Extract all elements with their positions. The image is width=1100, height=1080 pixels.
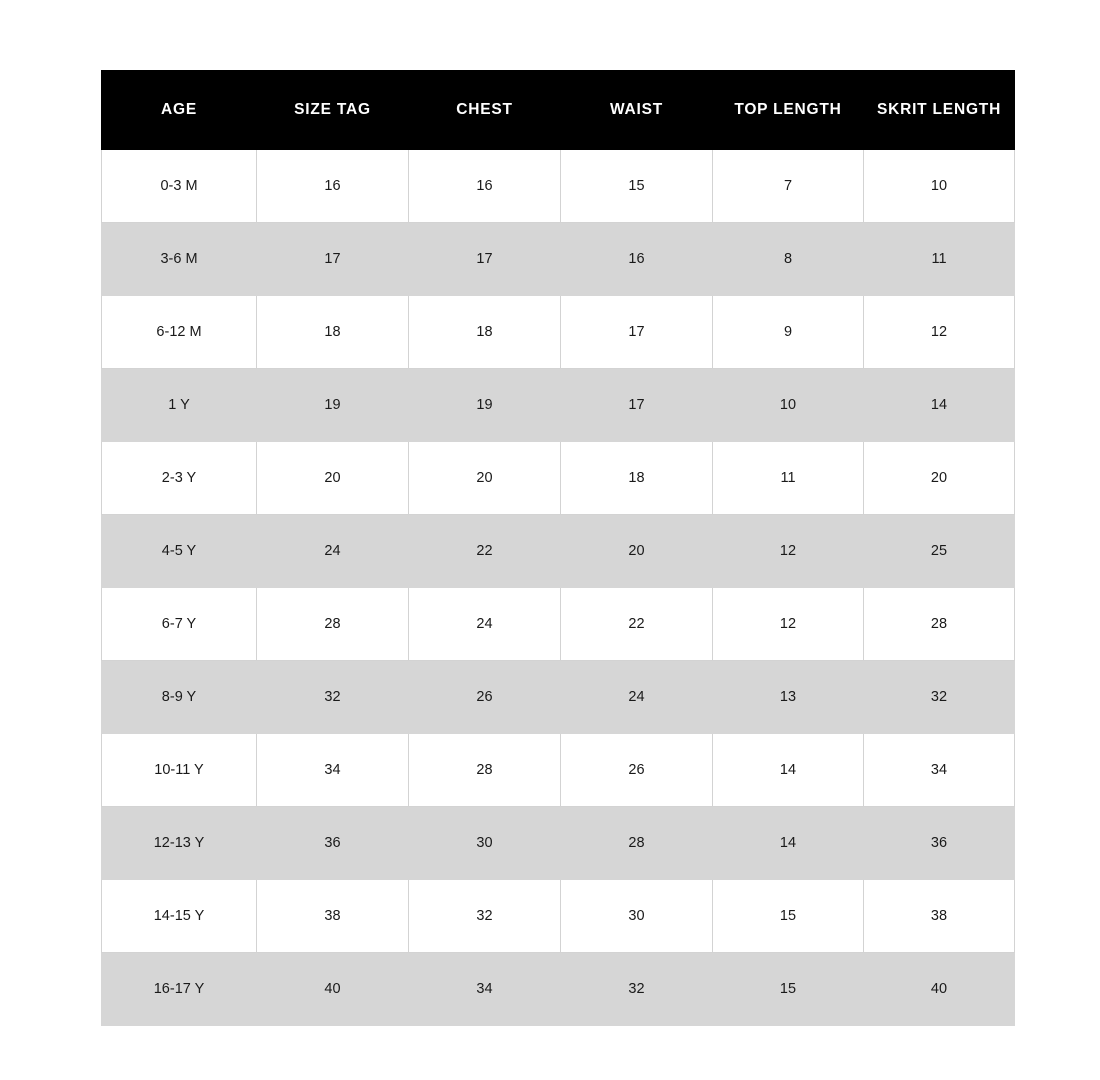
table-row [102, 807, 1015, 880]
cell-size-tag: 20 [257, 442, 409, 515]
cell-waist: 18 [561, 442, 713, 515]
cell-chest: 28 [409, 734, 561, 807]
cell-age: 10-11 Y [102, 734, 257, 807]
cell-skirt-length: 38 [864, 880, 1015, 953]
cell-skirt-length: 40 [864, 953, 1015, 1026]
table-row [102, 515, 1015, 588]
cell-chest: 24 [409, 588, 561, 661]
cell-chest: 17 [409, 223, 561, 296]
cell-size-tag: 34 [257, 734, 409, 807]
cell-skirt-length: 36 [864, 807, 1015, 880]
cell-size-tag: 38 [257, 880, 409, 953]
cell-age: 4-5 Y [102, 515, 257, 588]
column-header-age: AGE [102, 71, 257, 150]
cell-top-length: 12 [713, 588, 864, 661]
cell-skirt-length: 14 [864, 369, 1015, 442]
table-row [102, 953, 1015, 1026]
cell-chest: 19 [409, 369, 561, 442]
cell-top-length: 13 [713, 661, 864, 734]
cell-top-length: 10 [713, 369, 864, 442]
cell-age: 6-12 M [102, 296, 257, 369]
cell-chest: 16 [409, 150, 561, 223]
cell-skirt-length: 34 [864, 734, 1015, 807]
table-row [102, 880, 1015, 953]
header-row [102, 71, 1015, 150]
cell-chest: 30 [409, 807, 561, 880]
column-header-top-length: TOP LENGTH [713, 71, 864, 150]
table-row [102, 588, 1015, 661]
cell-top-length: 14 [713, 734, 864, 807]
column-header-waist: WAIST [561, 71, 713, 150]
cell-age: 0-3 M [102, 150, 257, 223]
cell-waist: 15 [561, 150, 713, 223]
cell-top-length: 9 [713, 296, 864, 369]
table-row [102, 223, 1015, 296]
table-row [102, 442, 1015, 515]
cell-skirt-length: 20 [864, 442, 1015, 515]
cell-waist: 16 [561, 223, 713, 296]
cell-size-tag: 24 [257, 515, 409, 588]
cell-size-tag: 28 [257, 588, 409, 661]
cell-skirt-length: 12 [864, 296, 1015, 369]
cell-waist: 24 [561, 661, 713, 734]
cell-skirt-length: 11 [864, 223, 1015, 296]
cell-top-length: 7 [713, 150, 864, 223]
cell-waist: 28 [561, 807, 713, 880]
cell-age: 1 Y [102, 369, 257, 442]
table-row [102, 296, 1015, 369]
table-row [102, 661, 1015, 734]
cell-size-tag: 17 [257, 223, 409, 296]
table-header [102, 71, 1015, 150]
column-header-chest: CHEST [409, 71, 561, 150]
cell-skirt-length: 28 [864, 588, 1015, 661]
table-row [102, 150, 1015, 223]
cell-age: 16-17 Y [102, 953, 257, 1026]
cell-age: 14-15 Y [102, 880, 257, 953]
cell-waist: 30 [561, 880, 713, 953]
cell-chest: 34 [409, 953, 561, 1026]
cell-top-length: 15 [713, 953, 864, 1026]
cell-skirt-length: 32 [864, 661, 1015, 734]
cell-waist: 20 [561, 515, 713, 588]
column-header-size-tag: SIZE TAG [257, 71, 409, 150]
cell-top-length: 14 [713, 807, 864, 880]
cell-top-length: 12 [713, 515, 864, 588]
cell-waist: 17 [561, 369, 713, 442]
cell-size-tag: 18 [257, 296, 409, 369]
cell-age: 2-3 Y [102, 442, 257, 515]
cell-chest: 18 [409, 296, 561, 369]
cell-top-length: 8 [713, 223, 864, 296]
table-row [102, 369, 1015, 442]
cell-age: 12-13 Y [102, 807, 257, 880]
cell-waist: 22 [561, 588, 713, 661]
cell-top-length: 11 [713, 442, 864, 515]
column-header-skirt-length: SKRIT LENGTH [864, 71, 1015, 150]
cell-age: 6-7 Y [102, 588, 257, 661]
cell-waist: 26 [561, 734, 713, 807]
size-chart-table [101, 70, 1015, 1026]
cell-chest: 32 [409, 880, 561, 953]
cell-size-tag: 40 [257, 953, 409, 1026]
cell-chest: 26 [409, 661, 561, 734]
cell-age: 8-9 Y [102, 661, 257, 734]
cell-chest: 22 [409, 515, 561, 588]
cell-waist: 32 [561, 953, 713, 1026]
cell-chest: 20 [409, 442, 561, 515]
cell-size-tag: 19 [257, 369, 409, 442]
cell-age: 3-6 M [102, 223, 257, 296]
cell-size-tag: 36 [257, 807, 409, 880]
cell-waist: 17 [561, 296, 713, 369]
cell-skirt-length: 25 [864, 515, 1015, 588]
table-body [102, 150, 1015, 1026]
table-row [102, 734, 1015, 807]
size-chart-container [101, 70, 1014, 1026]
cell-size-tag: 16 [257, 150, 409, 223]
cell-skirt-length: 10 [864, 150, 1015, 223]
cell-top-length: 15 [713, 880, 864, 953]
cell-size-tag: 32 [257, 661, 409, 734]
